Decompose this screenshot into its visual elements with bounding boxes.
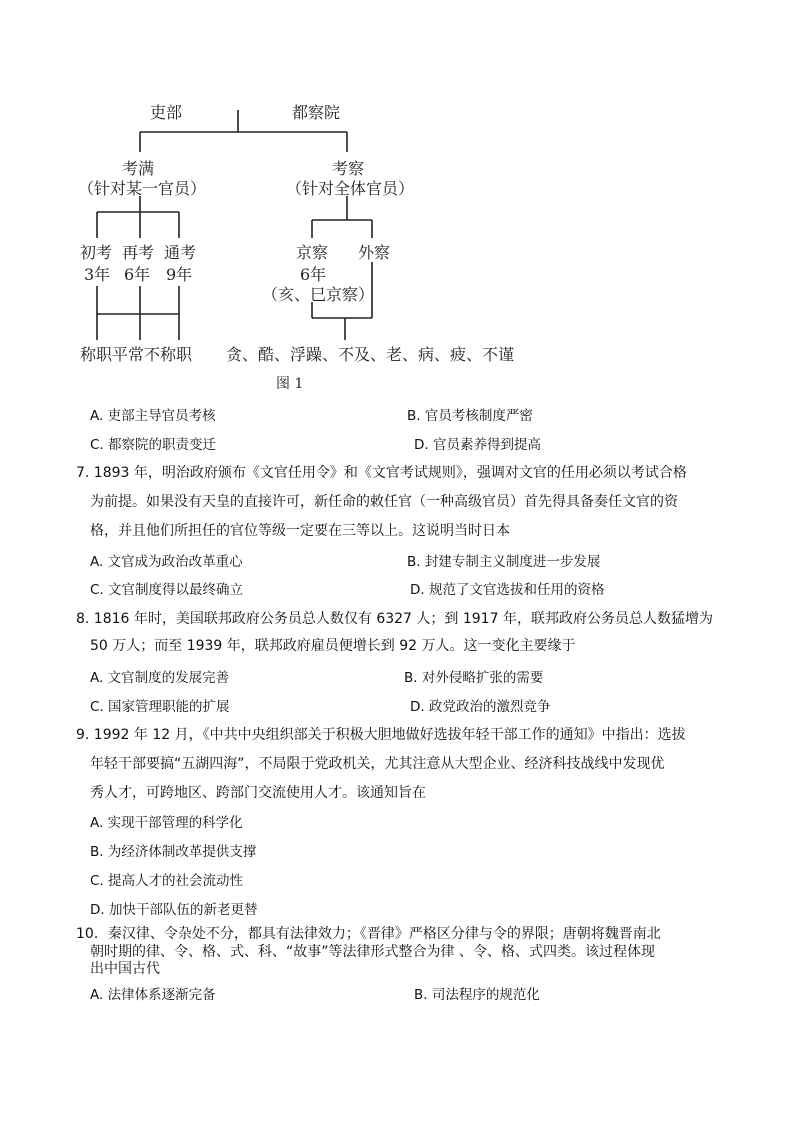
q10-line-2: 朝时期的律、令、格、式、科、“故事”等法律形式整合为律 、令、格、式四类。该过程体现 — [90, 944, 655, 960]
q6-option-d[interactable]: D. 官员素养得到提高 — [414, 437, 541, 453]
q6-option-a[interactable]: A. 吏部主导官员考核 — [90, 408, 216, 424]
q9-option-a[interactable]: A. 实现干部管理的科学化 — [90, 815, 243, 831]
q10-option-a[interactable]: A. 法律体系逐渐完备 — [90, 987, 216, 1003]
q10-line-1: 10．秦汉律、令杂处不分，都具有法律效力；《晋律》严格区分律与令的界限；唐朝将魏晋南北 — [76, 926, 661, 942]
q9-option-c[interactable]: C. 提高人才的社会流动性 — [90, 873, 244, 889]
q6-option-c[interactable]: C. 都察院的职责变迁 — [90, 437, 217, 453]
diagram-ducha: 都察院 — [292, 103, 341, 122]
diagram-caption: 图 1 — [276, 376, 304, 392]
diagram-jingcha-note: （亥、巳京察） — [262, 285, 375, 304]
diagram-jingcha: 京察 — [296, 243, 329, 262]
q7-option-c[interactable]: C. 文官制度得以最终确立 — [90, 582, 244, 598]
q6-option-b[interactable]: B. 官员考核制度严密 — [407, 408, 533, 424]
diagram-chukao: 初考 — [80, 243, 113, 262]
q8-line-2: 50 万人；而至 1939 年，联邦政府雇员便增长到 92 万人。这一变化主要缘于 — [90, 638, 576, 654]
diagram-libu: 吏部 — [150, 103, 183, 122]
q8-line-1: 8. 1816 年时，美国联邦政府公务员总人数仅有 6327 人；到 1917 年，联邦政府公务员总人数猛增为 — [76, 611, 713, 627]
q9-line-2: 年轻干部要搞“五湖四海”，不局限于党政机关，尤其注意从大型企业、经济科技战线中发现优 — [90, 756, 665, 772]
diagram-right-result: 贪、酷、浮躁、不及、老、病、疲、不谨 — [226, 345, 515, 364]
diagram-kaoman-sub: （针对某一官员） — [78, 179, 207, 198]
diagram-waicha: 外察 — [358, 243, 391, 262]
diagram-tongkao: 通考 — [164, 243, 197, 262]
q10-line-3: 出中国古代 — [90, 961, 160, 977]
q9-option-d[interactable]: D. 加快干部队伍的新老更替 — [90, 902, 258, 918]
diagram-kaocha: 考察 — [332, 159, 365, 178]
q8-option-b[interactable]: B. 对外侵略扩张的需要 — [404, 670, 544, 686]
diagram-tongkao-years: 9年 — [166, 265, 193, 284]
diagram-zaikao: 再考 — [122, 243, 155, 262]
diagram-jingcha-years: 6年 — [300, 265, 327, 284]
diagram-kaocha-sub: （针对全体官员） — [286, 179, 415, 198]
q8-option-c[interactable]: C. 国家管理职能的扩展 — [90, 699, 230, 715]
q7-line-3: 格，并且他们所担任的官位等级一定要在三等以上。这说明当时日本 — [90, 523, 510, 539]
diagram-zaikao-years: 6年 — [124, 265, 151, 284]
diagram-kaoman: 考满 — [122, 159, 155, 178]
q7-option-d[interactable]: D. 规范了文官选拔和任用的资格 — [410, 582, 605, 598]
q7-option-a[interactable]: A. 文官成为政治改革重心 — [90, 554, 243, 570]
q10-option-b[interactable]: B. 司法程序的规范化 — [414, 987, 540, 1003]
q7-line-1: 7. 1893 年，明治政府颁布《文官任用令》和《文官考试规则》，强调对文官的任用必须以考试合格 — [76, 465, 687, 481]
diagram-left-result: 称职平常不称职 — [80, 345, 193, 364]
q7-line-2: 为前提。如果没有天皇的直接许可，新任命的敕任官（一种高级官员）首先得具备奏任文官的资 — [90, 494, 678, 510]
q7-option-b[interactable]: B. 封建专制主义制度进一步发展 — [407, 554, 601, 570]
q9-option-b[interactable]: B. 为经济体制改革提供支撑 — [90, 844, 257, 860]
q9-line-3: 秀人才，可跨地区、跨部门交流使用人才。该通知旨在 — [90, 785, 426, 801]
diagram-chukao-years: 3年 — [84, 265, 111, 284]
q8-option-a[interactable]: A. 文官制度的发展完善 — [90, 670, 230, 686]
q9-line-1: 9. 1992 年 12 月，《中共中央组织部关于积极大胆地做好选拔年轻干部工作的通知》中指出：选拔 — [76, 727, 686, 743]
q8-option-d[interactable]: D. 政党政治的激烈竞争 — [410, 699, 551, 715]
